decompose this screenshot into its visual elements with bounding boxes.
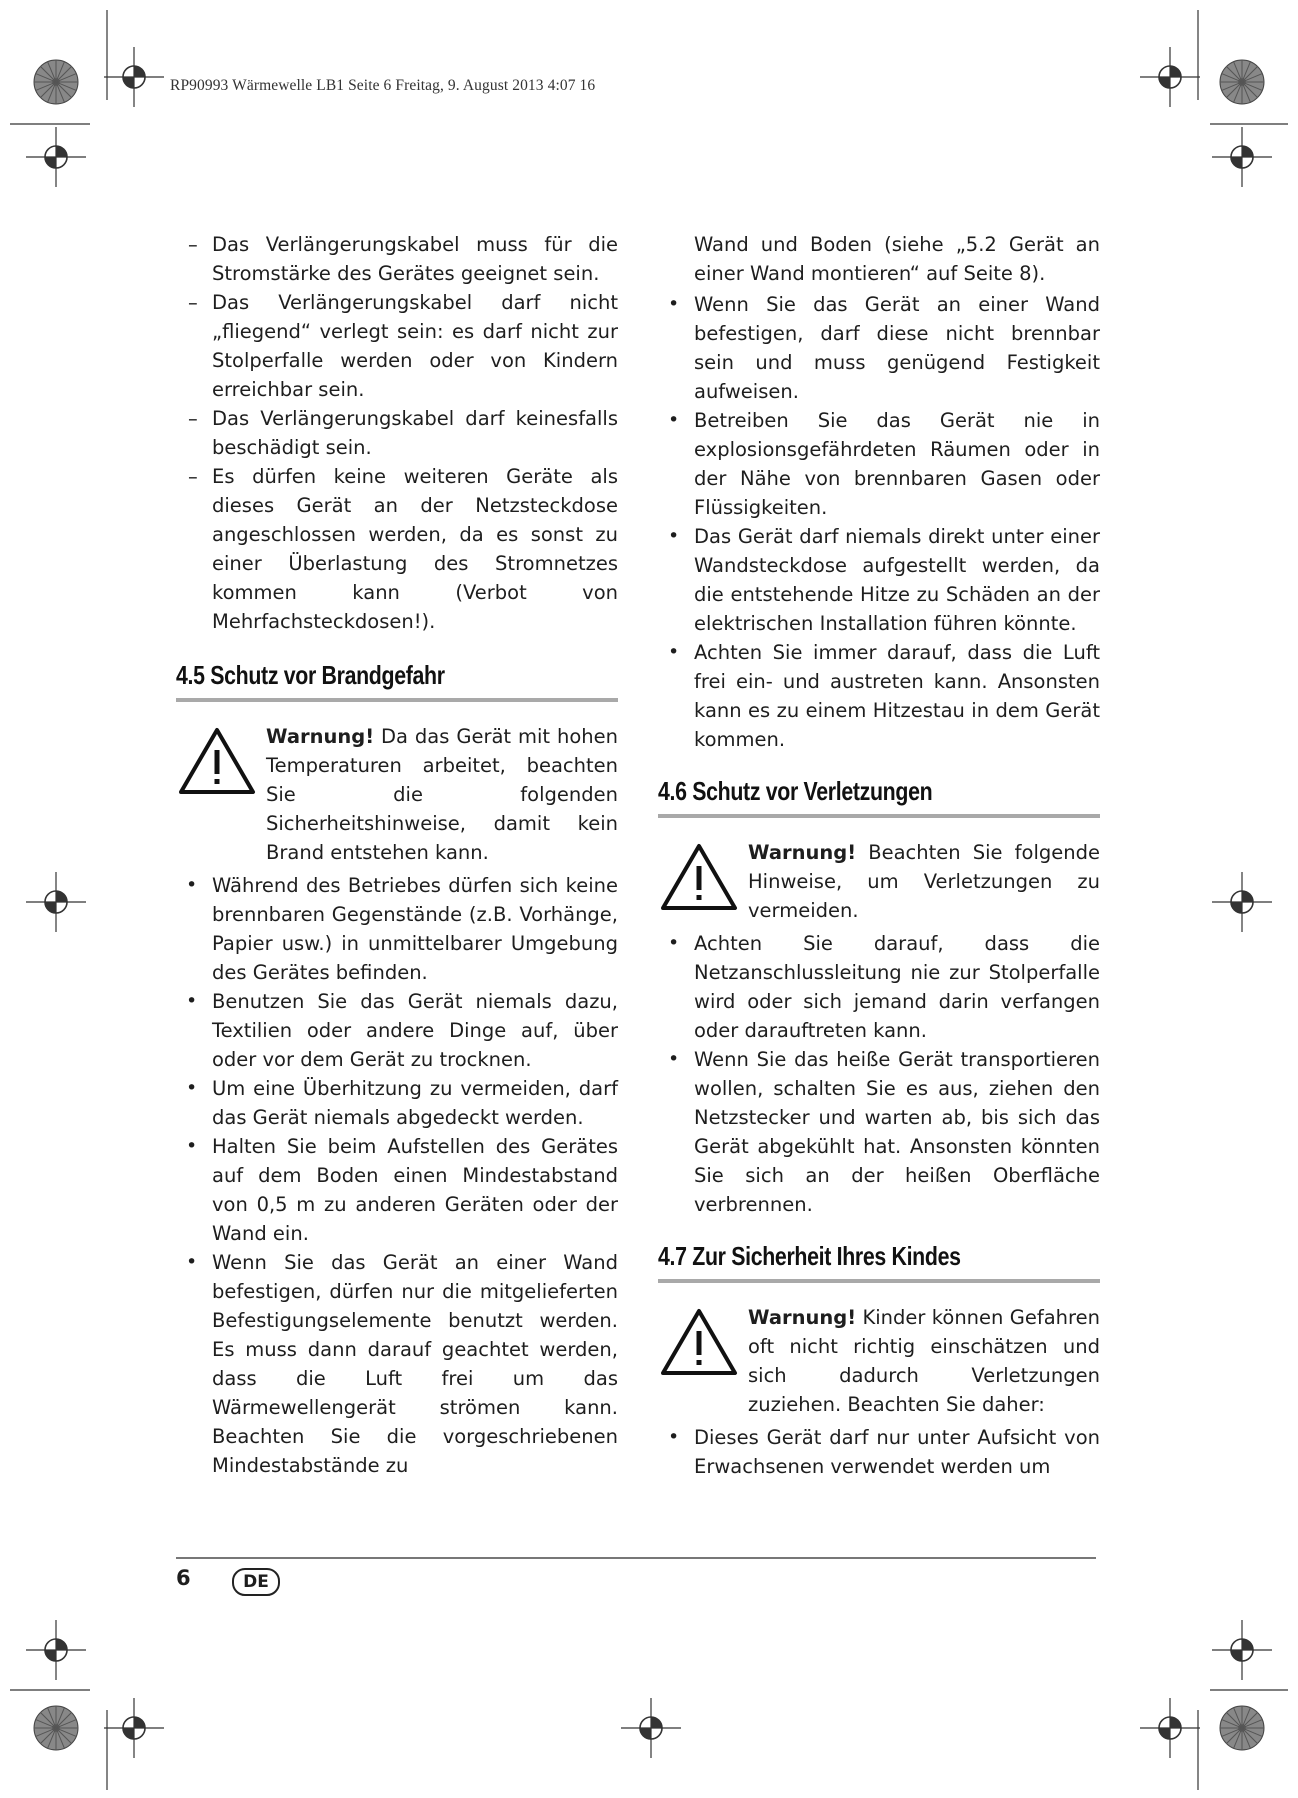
list-item: • Wenn Sie das heiße Gerät transportieren wollen, schalten Sie es aus, ziehen den Netzstecker und warten ab, bis sich das Gerät abgekühlt hat. Ansonsten könnten Sie sich an der heißen Oberfläche verbrennen. <box>668 1048 1100 1216</box>
list-item: • Halten Sie beim Aufstellen des Gerätes auf dem Boden einen Mindestabstand von 0,5 m zu anderen Geräten oder der Wand ein. <box>186 1135 618 1245</box>
warning-box <box>176 722 618 867</box>
warning-box <box>658 838 1100 925</box>
warning-box <box>658 1303 1100 1419</box>
list-item: • Um eine Überhitzung zu vermeiden, darf das Gerät niemals abgedeckt werden. <box>186 1077 618 1129</box>
print-slug: RP90993 Wärmewelle LB1 Seite 6 Freitag, 9. August 2013 4:07 16 <box>170 77 596 94</box>
list-item: • Wenn Sie das Gerät an einer Wand befestigen, dürfen nur die mitgelieferten Befestigungselemente benutzt werden. Es muss dann darauf geachtet werden, dass die Luft frei um das Wärmewellengerät strömen kann. Beachten Sie die vorgeschriebenen Mindestabstände zu <box>186 1251 618 1477</box>
dash-item: – Das Verlängerungskabel darf keinesfalls beschädigt sein. <box>188 407 618 459</box>
dash-item: – Es dürfen keine weiteren Geräte als dieses Gerät an der Netzsteckdose angeschlossen werden, da es sonst zu einer Überlastung des Stromnetzes kommen kann (Verbot von Mehrfachsteckdosen!). <box>188 465 618 633</box>
left-column <box>176 230 618 1480</box>
warning-text: Da das Gerät mit hohen Temperaturen arbeitet, beachten Sie die folgenden Sicherheitshinweise, damit kein Brand entstehen kann. <box>266 725 618 864</box>
list-item: • Wenn Sie das Gerät an einer Wand befestigen, darf diese nicht brennbar sein und muss genügend Festigkeit aufweisen. <box>668 293 1100 403</box>
section-rule <box>176 698 618 702</box>
section-title: 4.7 Zur Sicherheit Ihres Kindes <box>658 1241 961 1271</box>
warning-label: Warnung! <box>266 725 375 748</box>
list-item: • Benutzen Sie das Gerät niemals dazu, Textilien oder andere Dinge auf, über oder vor dem Gerät zu trocknen. <box>186 990 618 1071</box>
list-item: • Das Gerät darf niemals direkt unter einer Wandsteckdose aufgestellt werden, da die entstehende Hitze zu Schäden an der elektrischen Installation führen könnte. <box>668 525 1100 635</box>
dash-item: – Das Verlängerungskabel darf nicht „fliegend“ verlegt sein: es darf nicht zur Stolperfalle werden oder von Kindern erreichbar sein. <box>188 291 618 401</box>
right-column <box>658 230 1100 1481</box>
warning-text: Kinder können Gefahren oft nicht richtig einschätzen und sich dadurch Verletzungen zuziehen. Beachten Sie daher: <box>748 1306 1100 1416</box>
dash-item: – Das Verlängerungskabel muss für die Stromstärke des Gerätes geeignet sein. <box>188 233 618 285</box>
section-heading-4-7 <box>658 1239 1100 1283</box>
section-heading-4-5 <box>176 658 618 702</box>
list-item: • Während des Betriebes dürfen sich keine brennbaren Gegenstände (z.B. Vorhänge, Papier usw.) in unmittelbarer Umgebung des Gerätes befinden. <box>186 874 618 984</box>
warning-label: Warnung! <box>748 841 857 864</box>
warning-triangle-icon <box>660 842 738 912</box>
section-title: 4.6 Schutz vor Verletzungen <box>658 776 933 806</box>
warning-triangle-icon <box>660 1307 738 1377</box>
list-item: • Dieses Gerät darf nur unter Aufsicht von Erwachsenen verwendet werden um <box>668 1426 1100 1478</box>
continuation-text: Wand und Boden (siehe „5.2 Gerät an einer Wand montieren“ auf Seite 8). <box>694 233 1100 285</box>
section-rule <box>658 1279 1100 1283</box>
warning-label: Warnung! <box>748 1306 857 1329</box>
footer-rule <box>176 1557 1096 1559</box>
section-title: 4.5 Schutz vor Brandgefahr <box>176 660 445 690</box>
list-item: • Achten Sie darauf, dass die Netzanschlussleitung nie zur Stolperfalle wird oder sich jemand darin verfangen oder darauftreten kann. <box>668 932 1100 1042</box>
section-rule <box>658 814 1100 818</box>
list-item: • Achten Sie immer darauf, dass die Luft frei ein- und austreten kann. Ansonsten kann es zu einem Hitzestau in dem Gerät kommen. <box>668 641 1100 751</box>
language-badge: DE <box>232 1568 280 1596</box>
section-heading-4-6 <box>658 774 1100 818</box>
warning-triangle-icon <box>178 726 256 796</box>
list-item: • Betreiben Sie das Gerät nie in explosionsgefährdeten Räumen oder in der Nähe von brennbaren Gasen oder Flüssigkeiten. <box>668 409 1100 519</box>
page-number: 6 <box>176 1566 191 1590</box>
warning-text: Beachten Sie folgende Hinweise, um Verletzungen zu vermeiden. <box>748 841 1100 922</box>
